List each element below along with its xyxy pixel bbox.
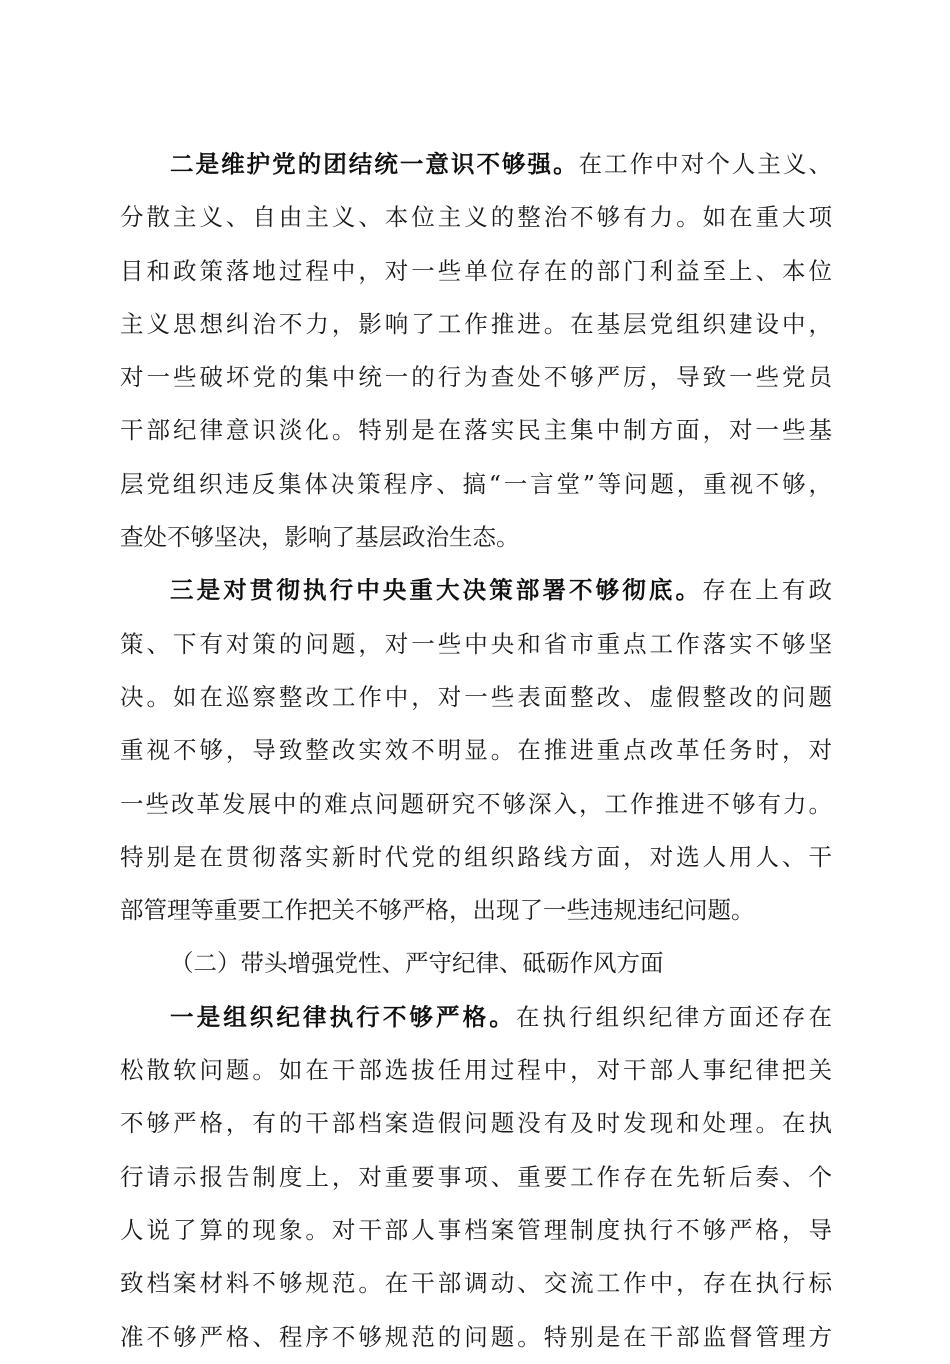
paragraph-1-line-1 bbox=[120, 138, 832, 191]
paragraph-1-line-5: 对一些破坏党的集中统一的行为查处不够严厉，导致一些党员 bbox=[120, 363, 832, 392]
paragraph-text: 在执行组织纪律方面还存在 bbox=[515, 1002, 833, 1031]
paragraph-1-line-7: 层党组织违反集体决策程序、搞“一言堂”等问题，重视不够， bbox=[120, 469, 832, 498]
paragraph-2-line-2: 策、下有对策的问题，对一些中央和省市重点工作落实不够坚 bbox=[120, 629, 832, 658]
paragraph-3-line-5: 人说了算的现象。对干部人事档案管理制度执行不够严格，导 bbox=[120, 1215, 832, 1244]
paragraph-1-line-2: 分散主义、自由主义、本位主义的整治不够有力。如在重大项 bbox=[120, 203, 832, 232]
paragraph-1-line-6: 干部纪律意识淡化。特别是在落实民主集中制方面，对一些基 bbox=[120, 416, 832, 445]
paragraph-2-line-4: 重视不够，导致整改实效不明显。在推进重点改革任务时，对 bbox=[120, 736, 832, 765]
paragraph-2-line-5: 一些改革发展中的难点问题研究不够深入，工作推进不够有力。 bbox=[120, 789, 832, 818]
paragraph-2-line-7: 部管理等重要工作把关不够严格，出现了一些违规违纪问题。 bbox=[120, 896, 755, 925]
document-body bbox=[120, 138, 832, 1364]
paragraph-3-line-2: 松散软问题。如在干部选拔任用过程中，对干部人事纪律把关 bbox=[120, 1056, 832, 1085]
paragraph-3-line-1 bbox=[120, 991, 832, 1044]
paragraph-1-line-8: 查处不够坚决，影响了基层政治生态。 bbox=[120, 523, 520, 552]
paragraph-1-line-4: 主义思想纠治不力，影响了工作推进。在基层党组织建设中， bbox=[120, 309, 832, 338]
paragraph-1-line-3: 目和政策落地过程中，对一些单位存在的部门利益至上、本位 bbox=[120, 256, 832, 285]
paragraph-lead: 二是维护党的团结统一意识不够强。 bbox=[170, 150, 579, 178]
paragraph-3-line-3: 不够严格，有的干部档案造假问题没有及时发现和处理。在执 bbox=[120, 1109, 832, 1138]
paragraph-3-line-6: 致档案材料不够规范。在干部调动、交流工作中，存在执行标 bbox=[120, 1269, 832, 1298]
paragraph-text: 存在上有政 bbox=[702, 576, 833, 605]
paragraph-lead: 三是对贯彻执行中央重大决策部署不够彻底。 bbox=[170, 576, 703, 605]
paragraph-3-line-7: 准不够严格、程序不够规范的问题。特别是在干部监督管理方 bbox=[120, 1322, 832, 1351]
section-heading: （二）带头增强党性、严守纪律、砥砺作风方面 bbox=[170, 949, 664, 978]
paragraph-2-line-1 bbox=[120, 564, 832, 617]
paragraph-2-line-6: 特别是在贯彻落实新时代党的组织路线方面，对选人用人、干 bbox=[120, 842, 832, 871]
paragraph-lead: 一是组织纪律执行不够严格。 bbox=[170, 1002, 516, 1031]
paragraph-3-line-4: 行请示报告制度上，对重要事项、重要工作存在先斩后奏、个 bbox=[120, 1162, 832, 1191]
paragraph-2-line-3: 决。如在巡察整改工作中，对一些表面整改、虚假整改的问题 bbox=[120, 682, 832, 711]
paragraph-text: 在工作中对个人主义、 bbox=[578, 150, 833, 178]
